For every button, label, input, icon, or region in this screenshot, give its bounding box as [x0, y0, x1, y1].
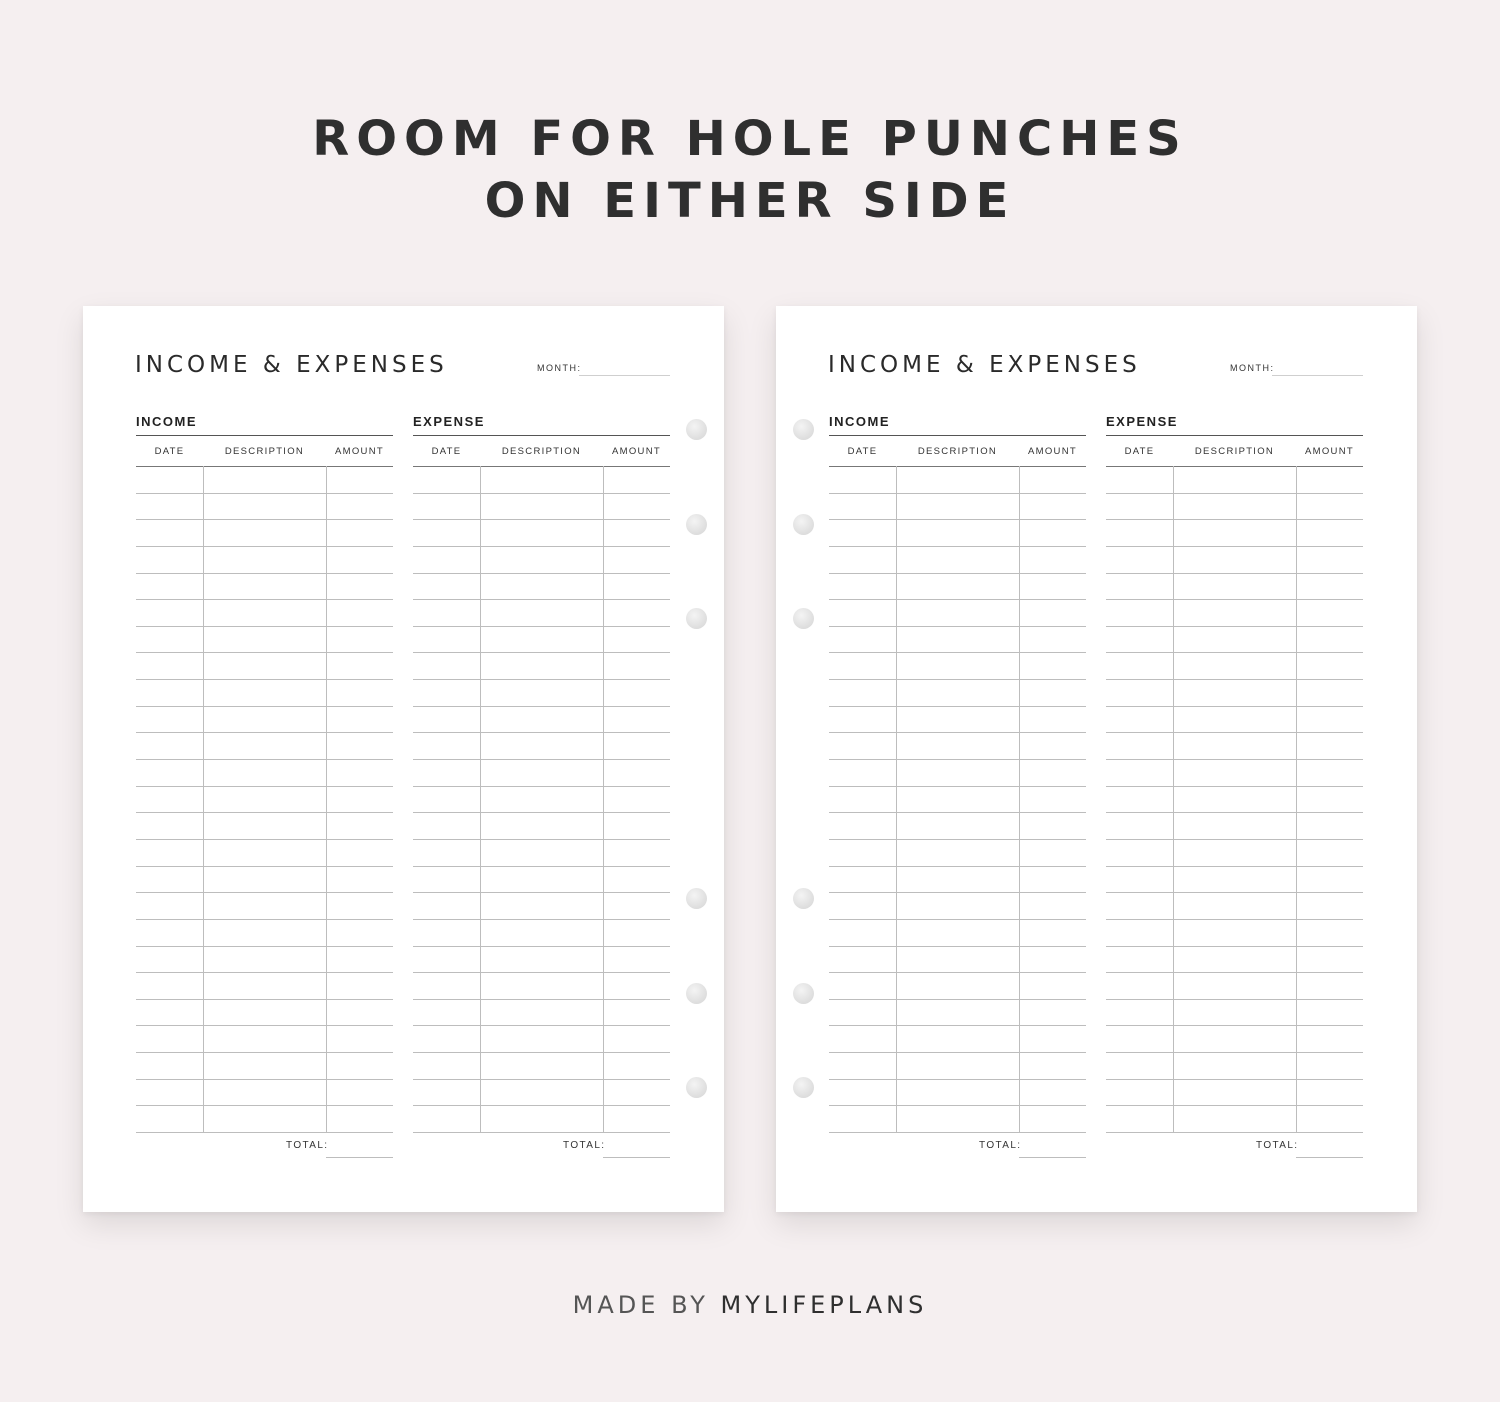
total-field-line [1296, 1157, 1363, 1158]
grid-row-line [136, 972, 393, 973]
grid-row-line [413, 1132, 670, 1133]
grid-row-line [1106, 1105, 1363, 1106]
grid-row-line [1106, 679, 1363, 680]
grid-row-line [136, 519, 393, 520]
hole-punch-icon [793, 514, 814, 535]
column-header-description: DESCRIPTION [1194, 446, 1275, 457]
headline-line-1: ROOM FOR HOLE PUNCHES [312, 111, 1188, 167]
grid-row-line [136, 786, 393, 787]
hole-punch-icon [793, 888, 814, 909]
column-header-date: DATE [431, 446, 462, 457]
grid-column-divider [326, 466, 327, 1132]
total-field-line [603, 1157, 670, 1158]
hole-punch-icon [686, 888, 707, 909]
grid-row-line [829, 892, 1086, 893]
grid-row-line [136, 466, 393, 467]
grid-row-line [413, 999, 670, 1000]
planner-page-left [83, 306, 724, 1212]
total-label: TOTAL: [1256, 1140, 1299, 1151]
grid-row-line [829, 493, 1086, 494]
section-rule [1106, 435, 1363, 436]
grid-row-line [1106, 759, 1363, 760]
grid-row-line [829, 626, 1086, 627]
column-header-description: DESCRIPTION [917, 446, 998, 457]
grid-row-line [136, 946, 393, 947]
grid-row-line [136, 1025, 393, 1026]
grid-row-line [1106, 892, 1363, 893]
grid-row-line [136, 626, 393, 627]
grid-row-line [413, 652, 670, 653]
section-title: INCOME [136, 414, 197, 429]
grid-row-line [136, 812, 393, 813]
column-header-description: DESCRIPTION [224, 446, 305, 457]
grid-row-line [829, 1105, 1086, 1106]
grid-row-line [829, 839, 1086, 840]
column-header-amount: AMOUNT [1305, 446, 1354, 457]
total-label: TOTAL: [286, 1140, 329, 1151]
grid-row-line [1106, 972, 1363, 973]
column-header-amount: AMOUNT [335, 446, 384, 457]
grid-row-line [829, 919, 1086, 920]
grid-row-line [136, 892, 393, 893]
entry-grid [1106, 466, 1363, 1132]
grid-row-line [1106, 1079, 1363, 1080]
entry-grid [829, 466, 1086, 1132]
grid-row-line [829, 812, 1086, 813]
grid-row-line [136, 599, 393, 600]
grid-row-line [1106, 652, 1363, 653]
grid-column-divider [896, 466, 897, 1132]
grid-row-line [1106, 493, 1363, 494]
grid-row-line [413, 732, 670, 733]
footer-prefix: MADE BY [572, 1291, 721, 1319]
grid-row-line [136, 759, 393, 760]
grid-row-line [1106, 839, 1363, 840]
grid-row-line [413, 519, 670, 520]
grid-row-line [413, 466, 670, 467]
grid-row-line [829, 519, 1086, 520]
grid-row-line [1106, 999, 1363, 1000]
entry-grid [413, 466, 670, 1132]
hole-punch-icon [686, 419, 707, 440]
hole-punch-icon [793, 419, 814, 440]
total-label: TOTAL: [979, 1140, 1022, 1151]
hole-punch-icon [793, 1077, 814, 1098]
grid-row-line [829, 732, 1086, 733]
grid-row-line [136, 652, 393, 653]
section-rule [136, 435, 393, 436]
grid-row-line [1106, 919, 1363, 920]
grid-row-line [413, 599, 670, 600]
grid-row-line [136, 573, 393, 574]
column-header-description: DESCRIPTION [501, 446, 582, 457]
grid-row-line [413, 1025, 670, 1026]
grid-row-line [829, 786, 1086, 787]
grid-row-line [1106, 626, 1363, 627]
grid-row-line [413, 812, 670, 813]
grid-row-line [1106, 786, 1363, 787]
footer-credit [0, 1291, 1500, 1319]
month-label: MONTH: [537, 363, 582, 373]
section-rule [829, 435, 1086, 436]
grid-row-line [413, 839, 670, 840]
grid-row-line [413, 1052, 670, 1053]
section-rule [413, 435, 670, 436]
grid-row-line [413, 786, 670, 787]
planner-page-right [776, 306, 1417, 1212]
column-header-date: DATE [154, 446, 185, 457]
hole-punch-icon [793, 608, 814, 629]
grid-row-line [829, 466, 1086, 467]
grid-row-line [1106, 573, 1363, 574]
page-title: INCOME & EXPENSES [135, 352, 448, 378]
grid-row-line [413, 546, 670, 547]
column-header-amount: AMOUNT [1028, 446, 1077, 457]
grid-row-line [1106, 546, 1363, 547]
hole-punch-icon [686, 608, 707, 629]
grid-row-line [136, 679, 393, 680]
column-header-date: DATE [847, 446, 878, 457]
grid-column-divider [203, 466, 204, 1132]
grid-row-line [413, 759, 670, 760]
total-field-line [1019, 1157, 1086, 1158]
grid-row-line [136, 839, 393, 840]
grid-row-line [136, 999, 393, 1000]
section-title: EXPENSE [1106, 414, 1178, 429]
grid-row-line [1106, 946, 1363, 947]
grid-row-line [136, 919, 393, 920]
grid-row-line [1106, 866, 1363, 867]
grid-row-line [829, 1079, 1086, 1080]
grid-row-line [829, 706, 1086, 707]
total-field-line [326, 1157, 393, 1158]
headline [0, 108, 1500, 232]
month-field-line [1272, 375, 1363, 376]
grid-row-line [413, 1105, 670, 1106]
hole-punch-icon [686, 1077, 707, 1098]
grid-row-line [136, 1132, 393, 1133]
grid-column-divider [1296, 466, 1297, 1132]
page-title: INCOME & EXPENSES [828, 352, 1141, 378]
hole-punch-icon [686, 514, 707, 535]
grid-column-divider [603, 466, 604, 1132]
grid-row-line [413, 892, 670, 893]
headline-line-2: ON EITHER SIDE [484, 173, 1016, 229]
grid-column-divider [480, 466, 481, 1132]
grid-row-line [136, 493, 393, 494]
column-header-date: DATE [1124, 446, 1155, 457]
footer-brand: MYLIFEPLANS [720, 1291, 928, 1319]
grid-row-line [1106, 599, 1363, 600]
hole-punch-icon [793, 983, 814, 1004]
grid-row-line [413, 679, 670, 680]
grid-row-line [829, 1025, 1086, 1026]
grid-row-line [413, 946, 670, 947]
grid-row-line [136, 1052, 393, 1053]
grid-row-line [136, 546, 393, 547]
grid-row-line [1106, 1132, 1363, 1133]
grid-row-line [413, 1079, 670, 1080]
grid-row-line [136, 706, 393, 707]
grid-row-line [1106, 812, 1363, 813]
grid-row-line [136, 732, 393, 733]
grid-row-line [829, 1132, 1086, 1133]
grid-row-line [829, 972, 1086, 973]
grid-row-line [413, 919, 670, 920]
month-label: MONTH: [1230, 363, 1275, 373]
grid-row-line [136, 1079, 393, 1080]
section-title: EXPENSE [413, 414, 485, 429]
grid-row-line [413, 706, 670, 707]
grid-row-line [829, 999, 1086, 1000]
grid-row-line [829, 573, 1086, 574]
entry-grid [136, 466, 393, 1132]
grid-row-line [1106, 706, 1363, 707]
grid-row-line [136, 866, 393, 867]
grid-row-line [413, 626, 670, 627]
grid-row-line [829, 546, 1086, 547]
grid-row-line [1106, 519, 1363, 520]
grid-row-line [413, 493, 670, 494]
grid-row-line [829, 679, 1086, 680]
grid-row-line [1106, 1025, 1363, 1026]
grid-row-line [829, 652, 1086, 653]
grid-row-line [829, 946, 1086, 947]
grid-row-line [1106, 466, 1363, 467]
grid-column-divider [1173, 466, 1174, 1132]
grid-row-line [1106, 1052, 1363, 1053]
grid-row-line [413, 866, 670, 867]
grid-row-line [136, 1105, 393, 1106]
grid-column-divider [1019, 466, 1020, 1132]
column-header-amount: AMOUNT [612, 446, 661, 457]
month-field-line [579, 375, 670, 376]
grid-row-line [829, 866, 1086, 867]
hole-punch-icon [686, 983, 707, 1004]
grid-row-line [1106, 732, 1363, 733]
grid-row-line [829, 599, 1086, 600]
grid-row-line [829, 759, 1086, 760]
grid-row-line [413, 573, 670, 574]
section-title: INCOME [829, 414, 890, 429]
grid-row-line [829, 1052, 1086, 1053]
total-label: TOTAL: [563, 1140, 606, 1151]
grid-row-line [413, 972, 670, 973]
